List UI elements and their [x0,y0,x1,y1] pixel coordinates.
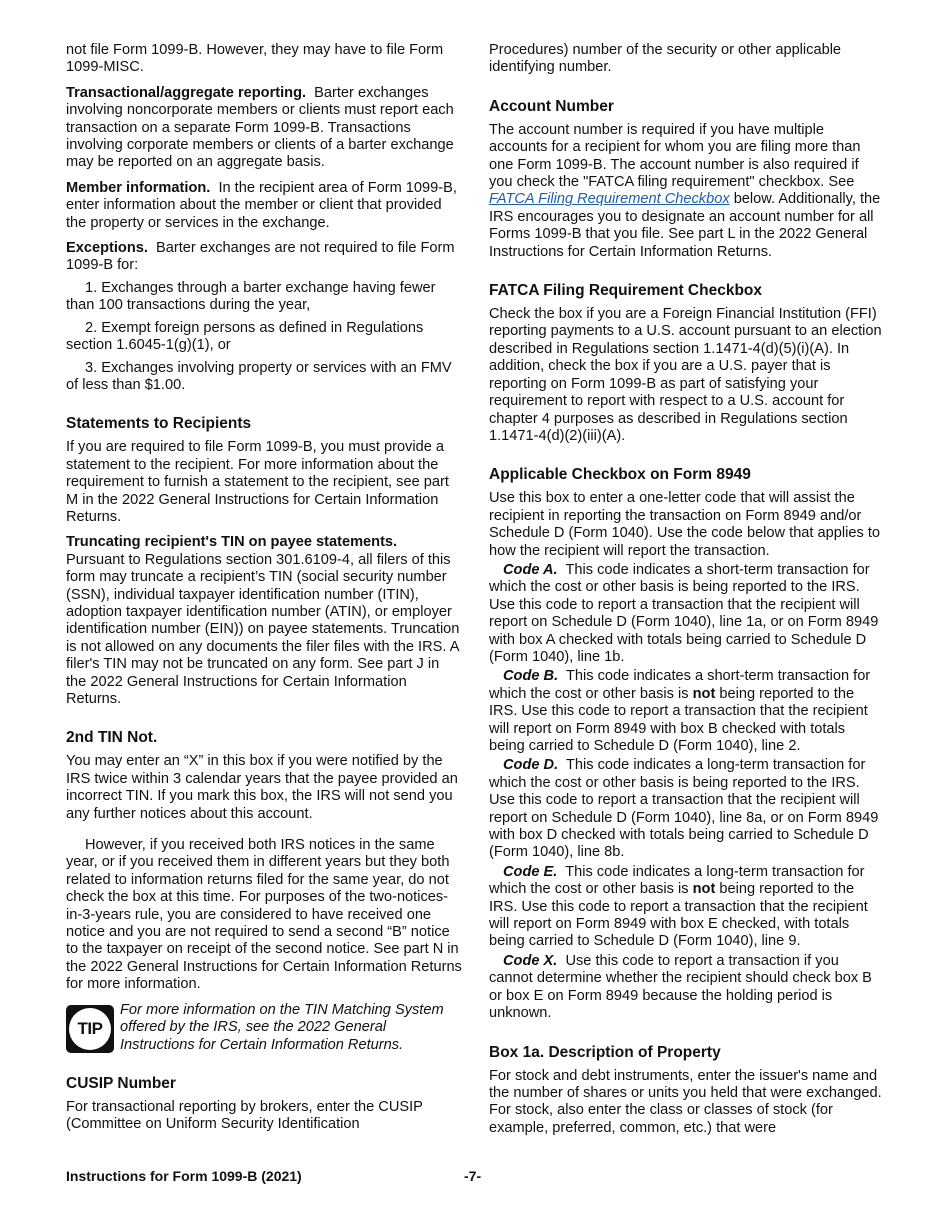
member-information-paragraph [66,180,463,232]
box-1a-heading: Box 1a. Description of Property [489,1043,721,1061]
fatca-heading: FATCA Filing Requirement Checkbox [489,282,762,300]
not-emphasis: not [692,881,716,898]
tip-box [66,1002,463,1054]
code-e-lead: Code E. [503,863,558,880]
exceptions-lead: Exceptions. [66,240,148,257]
statements-heading: Statements to Recipients [66,415,252,433]
code-e-text-continued: being reported to the IRS. Use this code to report a transaction that the recipient will report on Form 8949 with box E checked, with totals being carried to Schedule D (Form 1040), line 9. [489,881,868,950]
transactional-reporting-text: Barter exchanges involving noncorporate members or clients must report each transaction on a separate Form 1099-B. Transactions involving corporate members or clients of a barter exchange may be reported on an aggregate basis. [66,84,454,171]
tip-text: For more information on the TIN Matching System offered by the IRS, see the 2022 General Instructions for Certain Information Returns. [120,1001,444,1053]
fatca-text: Check the box if you are a Foreign Financial Institution (FFI) reporting payments to a U.S. account pursuant to an election described in Regulations section 1.1471-4(d)(5)(i)(A). In addition, check the box if you are a U.S. payer that is reporting on Form 1099-B as part of satisfying your requirement to report with respect to a U.S. account for chapter 4 purposes as described in Regulations section 1.1471-4(d)(2)(iii)(A). [489,306,882,444]
right-column [489,42,884,1145]
statements-text: If you are required to file Form 1099-B, you must provide a statement to the recipient. For more information about the requirement to furnish a statement to the recipient, see part M in the 2022 General Instructions for Certain Information Returns. [66,439,449,525]
code-a-text: This code indicates a short-term transaction for which the cost or other basis is being reported to the IRS. Use this code to report a transaction that the recipient will report on Schedule D (Form 1040), line 1a, or on Form 8949 with box A checked with totals being carried to Schedule D (Form 1040), line 1b. [489,561,879,665]
truncating-paragraph [66,534,463,708]
code-b-paragraph [489,668,884,755]
account-number-paragraph [489,122,884,261]
tip-icon [66,1005,114,1053]
second-tin-text-1: You may enter an “X” in this box if you were notified by the IRS twice within 3 calendar years that the payee provided an incorrect TIN. If you mark this box, the IRS will not send you any further notices about this account. [66,753,458,822]
code-x-paragraph [489,953,884,1023]
box-1a-text: For stock and debt instruments, enter the issuer's name and the number of shares or units you held that were exchanged. For stock, also enter the class or classes of stock (for example, preferred, common, etc.) that were [489,1067,882,1136]
code-d-paragraph [489,757,884,861]
code-a-paragraph [489,562,884,666]
account-number-text: The account number is required if you have multiple accounts for a recipient for whom you are filing more than one Form 1099-B. The account number is also required if you check the "FATCA filing requirement" checkbox. See [489,121,861,191]
not-emphasis: not [692,685,716,702]
code-x-text: Use this code to report a transaction if you cannot determine whether the recipient should check box B or box E on Form 8949 because the holding period is unknown. [489,952,872,1022]
cusip-text: For transactional reporting by brokers, enter the CUSIP (Committee on Uniform Security Identification [66,1098,423,1133]
cusip-heading: CUSIP Number [66,1074,176,1092]
code-x-lead: Code X. [503,952,558,969]
left-column [66,42,463,1142]
exception-item: 3. Exchanges involving property or services with an FMV of less than $1.00. [66,359,452,393]
account-number-heading: Account Number [489,97,614,115]
code-a-lead: Code A. [503,561,558,578]
exception-item: 2. Exempt foreign persons as defined in Regulations section 1.6045-1(g)(1), or [66,319,424,354]
account-number-text-continued: below. Additionally, the IRS encourages you to designate an account number for all Forms 1099-B that you file. See part L in the 2022 General Instructions for Certain Information Returns. [489,191,881,260]
applicable-checkbox-text: Use this box to enter a one-letter code that will assist the recipient in reporting the transaction on Form 8949 and/or Schedule D (Form 1040). Use the code below that applies to how the recipient will report the transaction. [489,490,881,559]
exceptions-text: Barter exchanges are not required to file Form 1099-B for: [66,240,455,274]
member-information-text: In the recipient area of Form 1099-B, enter information about the member or client that provided the property or services in the exchange. [66,179,457,231]
tip-label: TIP [69,1008,111,1050]
code-b-lead: Code B. [503,668,559,685]
footer-form-title: Instructions for Form 1099-B (2021) [66,1168,302,1184]
continued-text: not file Form 1099-B. However, they may have to file Form 1099-MISC. [66,42,444,76]
code-b-text-continued: being reported to the IRS. Use this code to report a transaction that the recipient will report on Form 8949 with box B checked with totals being carried to Schedule D (Form 1040), line 2. [489,685,868,754]
code-e-paragraph [489,864,884,951]
second-tin-heading: 2nd TIN Not. [66,729,158,747]
page-number: -7- [464,1168,482,1184]
second-tin-text-2: However, if you received both IRS notices in the same year, or if you received them in different years but they both related to information returns filed for the same year, do not check the box at this time. For purposes of the two-notices-in-3-years rule, you are considered to have received one notice and you are not required to send a second “B” notice to the taxpayer on receipt of the second notice. See part N in the 2022 General Instructions for Certain Information Returns for more information. [66,837,462,993]
transactional-reporting-paragraph [66,85,463,172]
code-d-text: This code indicates a long-term transaction for which the cost or other basis is being reported to the IRS. Use this code to report a transaction that the recipient will report on Schedule D (Form 1040), line 8a, or on Form 8949 with box D checked with totals being carried to Schedule D (Form 1040), line 8b. [489,757,879,861]
exception-item: 1. Exchanges through a barter exchange having fewer than 100 transactions during the year, [66,279,436,314]
truncating-text: Pursuant to Regulations section 301.6109-4, all filers of this form may truncate a recipient’s TIN (social security number (SSN), individual taxpayer identification number (ITIN), adoption taxpayer identification number (ATIN), or employer identification number (EIN)) on payee statements. Truncation is not allowed on any documents the filer files with the IRS. A filer's TIN may not be truncated on any form. See part J in the 2022 General Instructions for Certain Information Returns. [66,551,460,707]
exceptions-paragraph [66,240,463,275]
code-d-lead: Code D. [503,757,559,774]
applicable-checkbox-heading: Applicable Checkbox on Form 8949 [489,466,751,484]
fatca-checkbox-link[interactable]: FATCA Filing Requirement Checkbox [489,191,730,208]
truncating-lead: Truncating recipient's TIN on payee statements. [66,534,398,551]
code-e-text: This code indicates a long-term transaction for which the cost or other basis is [489,863,865,898]
code-b-text: This code indicates a short-term transaction for which the cost or other basis is [489,668,871,702]
member-information-lead: Member information. [66,179,211,196]
transactional-reporting-lead: Transactional/aggregate reporting. [66,84,307,101]
continued-text: Procedures) number of the security or other applicable identifying number. [489,42,842,76]
